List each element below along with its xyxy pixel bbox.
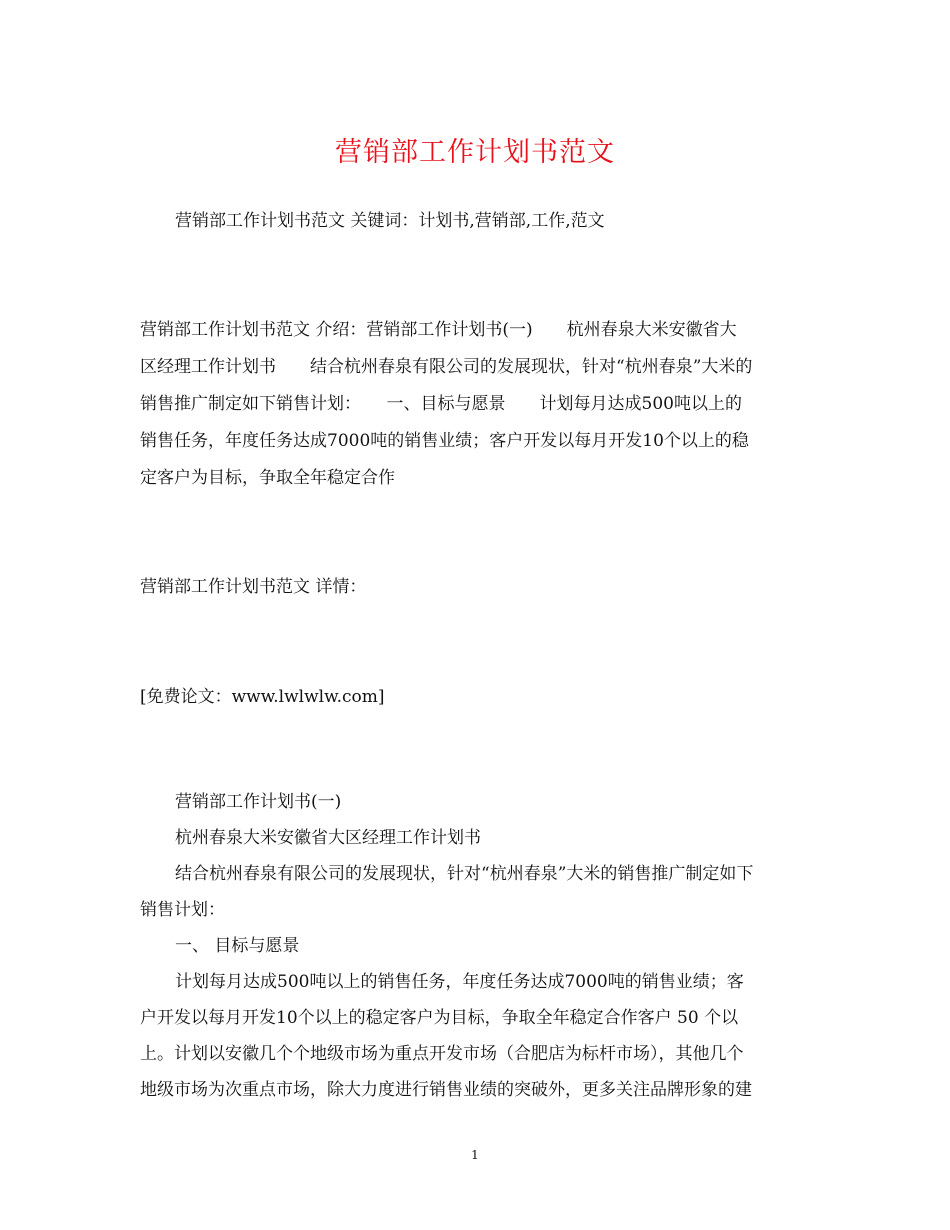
intro-line: 销售推广制定如下销售计划： 一、目标与愿景 计划每月达成500吨以上的 — [140, 394, 742, 414]
keywords-line: 营销部工作计划书范文 关键词：计划书,营销部,工作,范文 — [175, 211, 605, 231]
intro-line: 定客户为目标，争取全年稳定合作 — [140, 468, 395, 488]
intro-paragraph — [140, 312, 810, 497]
body-line: 上。计划以安徽几个个地级市场为重点开发市场（合肥店为标杆市场），其他几个 — [140, 1044, 744, 1064]
document-title: 营销部工作计划书范文 — [335, 137, 615, 168]
body-text — [140, 784, 810, 1108]
body-line: 计划每月达成500吨以上的销售任务，年度任务达成7000吨的销售业绩；客 — [175, 972, 744, 992]
intro-line: 营销部工作计划书范文 介绍：营销部工作计划书(一) 杭州春泉大米安徽省大 — [140, 320, 737, 340]
body-line: 杭州春泉大米安徽省大区经理工作计划书 — [175, 828, 481, 848]
source-note: [免费论文：www.lwlwlw.com] — [140, 687, 385, 707]
body-line: 结合杭州春泉有限公司的发展现状，针对“杭州春泉”大米的销售推广制定如下 — [175, 864, 754, 884]
body-line: 户开发以每月开发10个以上的稳定客户为目标，争取全年稳定合作客户 50 个以 — [140, 1008, 739, 1028]
page-number: 1 — [471, 1148, 479, 1162]
intro-line: 销售任务，年度任务达成7000吨的销售业绩；客户开发以每月开发10个以上的稳 — [140, 431, 749, 451]
body-line: 销售计划： — [140, 900, 225, 920]
body-line: 一、 目标与愿景 — [175, 936, 300, 956]
body-line: 地级市场为次重点市场，除大力度进行销售业绩的突破外，更多关注品牌形象的建 — [140, 1080, 752, 1100]
details-label: 营销部工作计划书范文 详情： — [140, 577, 367, 597]
intro-line: 区经理工作计划书 结合杭州春泉有限公司的发展现状，针对“杭州春泉”大米的 — [140, 357, 753, 377]
body-line: 营销部工作计划书(一) — [175, 792, 342, 812]
